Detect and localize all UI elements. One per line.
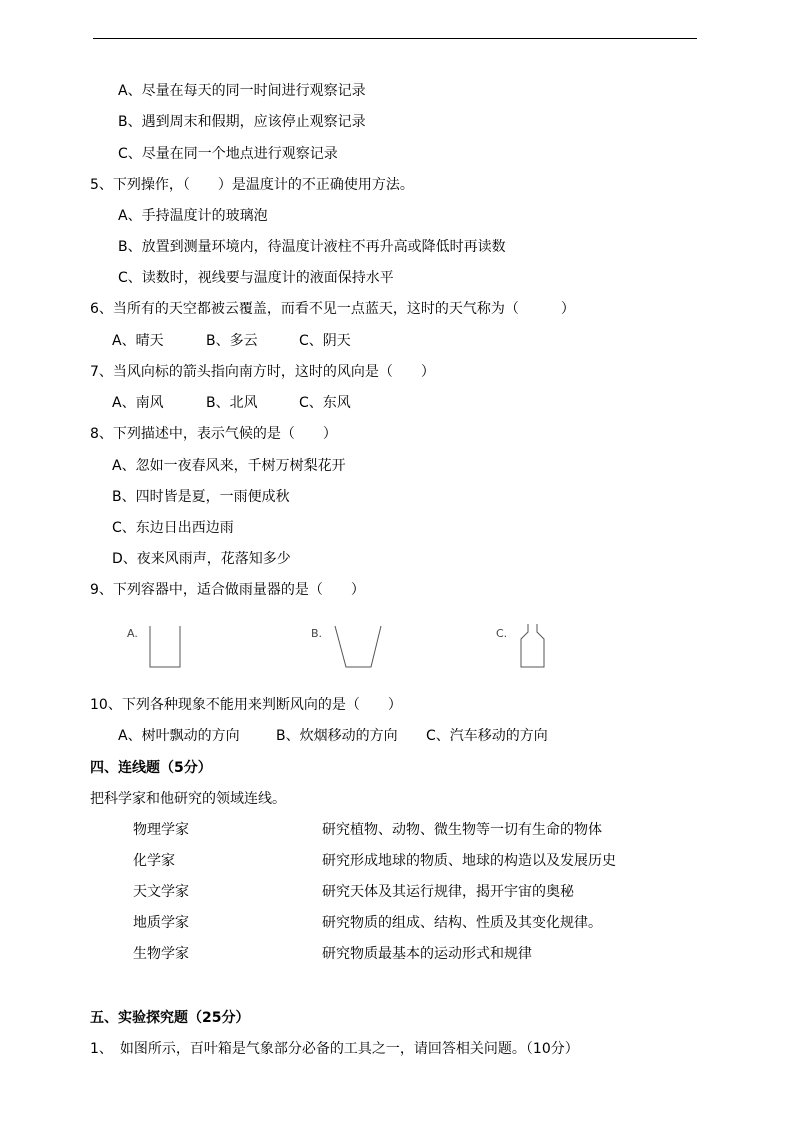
scientist-1: 物理学家 bbox=[133, 822, 189, 838]
scientist-4: 地质学家 bbox=[133, 915, 189, 931]
q5-option-a: A、手持温度计的玻璃泡 bbox=[118, 208, 268, 224]
q7-stem: 7、当风向标的箭头指向南方时，这时的风向是（ ） bbox=[90, 364, 435, 380]
q9-stem: 9、下列容器中，适合做雨量器的是（ ） bbox=[90, 582, 365, 598]
q7-option-c: C、东风 bbox=[299, 395, 351, 411]
q6-option-b: B、多云 bbox=[206, 333, 258, 349]
section5-title: 五、实验探究题（25分） bbox=[90, 1010, 250, 1026]
field-2: 研究形成地球的物质、地球的构造以及发展历史 bbox=[322, 853, 616, 869]
scientist-2: 化学家 bbox=[133, 853, 175, 869]
q8-option-c: C、东边日出西边雨 bbox=[112, 520, 234, 536]
figure-label-a: A. bbox=[127, 627, 138, 640]
field-5: 研究物质最基本的运动形式和规律 bbox=[322, 946, 532, 962]
header-rule bbox=[93, 38, 697, 39]
section5-q1-stem: 1、 如图所示，百叶箱是气象部分必备的工具之一，请回答相关问题。（10分） bbox=[90, 1041, 579, 1057]
scientist-5: 生物学家 bbox=[133, 946, 189, 962]
section4-instruction: 把科学家和他研究的领域连线。 bbox=[90, 791, 286, 807]
q10-option-b: B、炊烟移动的方向 bbox=[276, 728, 398, 744]
figure-label-b: B. bbox=[311, 627, 323, 640]
q6-option-a: A、晴天 bbox=[112, 333, 164, 349]
q10-stem: 10、下列各种现象不能用来判断风向的是（ ） bbox=[90, 697, 402, 713]
bottle-container-figure bbox=[515, 622, 549, 670]
q4-option-a: A、尽量在每天的同一时间进行观察记录 bbox=[118, 83, 366, 99]
q4-option-c: C、尽量在同一个地点进行观察记录 bbox=[118, 146, 338, 162]
q6-option-c: C、阴天 bbox=[299, 333, 351, 349]
field-3: 研究天体及其运行规律，揭开宇宙的奥秘 bbox=[322, 884, 574, 900]
funnel-container-figure bbox=[332, 624, 384, 670]
figure-label-c: C. bbox=[496, 627, 508, 640]
q8-option-d: D、夜来风雨声，花落知多少 bbox=[112, 551, 291, 567]
q5-option-c: C、读数时，视线要与温度计的液面保持水平 bbox=[118, 270, 394, 286]
q6-stem: 6、当所有的天空都被云覆盖，而看不见一点蓝天，这时的天气称为（ ） bbox=[90, 301, 575, 317]
q5-stem: 5、下列操作，（ ）是温度计的不正确使用方法。 bbox=[90, 177, 414, 193]
q10-option-a: A、树叶飘动的方向 bbox=[118, 728, 240, 744]
q10-option-c: C、汽车移动的方向 bbox=[426, 728, 548, 744]
field-1: 研究植物、动物、微生物等一切有生命的物体 bbox=[322, 822, 602, 838]
q5-option-b: B、放置到测量环境内，待温度计液柱不再升高或降低时再读数 bbox=[118, 239, 506, 255]
q8-option-b: B、四时皆是夏，一雨便成秋 bbox=[112, 489, 290, 505]
q4-option-b: B、遇到周末和假期，应该停止观察记录 bbox=[118, 114, 366, 130]
cylinder-container-figure bbox=[145, 624, 185, 670]
q8-stem: 8、下列描述中，表示气候的是（ ） bbox=[90, 426, 337, 442]
section4-title: 四、连线题（5分） bbox=[90, 760, 212, 776]
field-4: 研究物质的组成、结构、性质及其变化规律。 bbox=[322, 915, 602, 931]
scientist-3: 天文学家 bbox=[133, 884, 189, 900]
q7-option-a: A、南风 bbox=[112, 395, 164, 411]
q8-option-a: A、忽如一夜春风来，千树万树梨花开 bbox=[112, 458, 346, 474]
q7-option-b: B、北风 bbox=[206, 395, 258, 411]
